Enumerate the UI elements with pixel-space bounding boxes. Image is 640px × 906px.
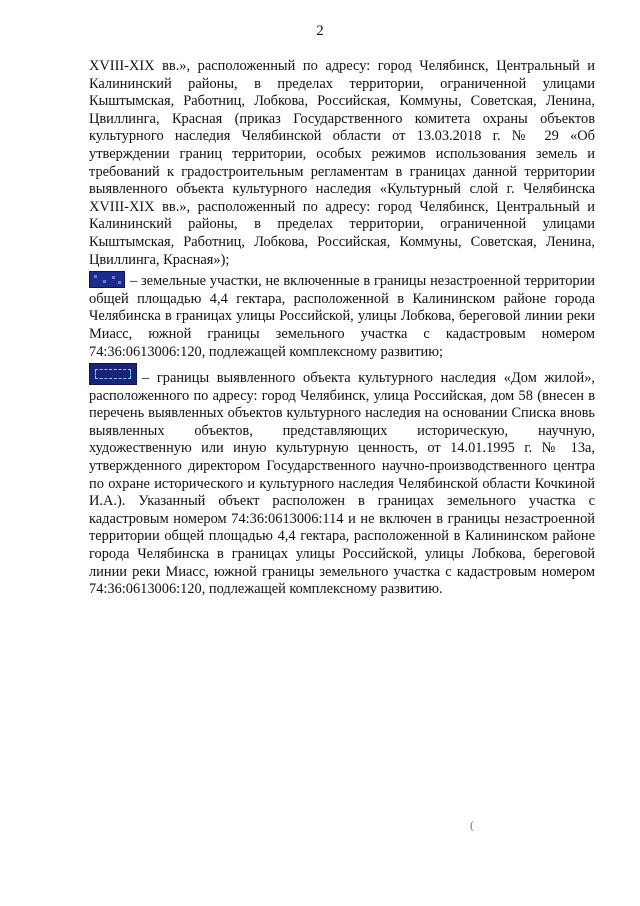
paragraph-1: XVIII-XIX вв.», расположенный по адресу: город Челябинск, Центральный и Калининский районы, в пределах территории, ограниченной улицами Кыштымская, Работниц, Лобкова, Российская, Коммуны, Советская, Ленина, Цвиллинга, Красная (приказ Государственного комитета охраны объектов культурного наследия Челябинской области от 13.03.2018 г. № 29 «Об утверждении границ территории, особых режимов использования земель и требований к градостроительным регламентам в границах данной территории выявленного объекта культурного наследия «Культурный слой г. Челябинска XVIII-XIX вв.», расположенный по адресу: город Челябинск, Центральный и Калининский районы, в пределах территории, ограниченной улицами Кыштымская, Работниц, Лобкова, Российская, Коммуны, Советская, Ленина, Цвиллинга, Красная»); [89,58,595,268]
legend-outline-swatch-icon [89,363,137,385]
paragraph-3-heritage-boundary [89,363,595,599]
document-body [89,58,595,599]
page-number: 2 [316,23,324,39]
paragraph-2-land-plots [89,271,595,361]
scan-mark: ( [470,818,474,832]
paragraph-3-text: – границы выявленного объекта культурного наследия «Дом жилой», расположенного по адресу: город Челябинск, улица Российская, дом 58 (внесен в перечень выявленных объектов культурного наследия на основании Списка вновь выявленных объектов, представляющих историческую, научную, художественную или иную культурную ценность, от 14.01.1995 г. № 13а, утвержденного директором Государственного научно-производственного центра по охране исторического и культурного наследия Челябинской области Кочкиной И.А.). Указанный объект расположен в границах земельного участка с кадастровым номером 74:36:0613006:114 и не включен в границы незастроенной территории общей площадью 4,4 гектара, расположенной в Калининском районе города Челябинска в границах улицы Российской, улицы Лобкова, береговой линии реки Миасс, южной границы земельного участка с кадастровым номером 74:36:0613006:120, подлежащей комплексному развитию. [89,370,595,598]
paragraph-2-text: – земельные участки, не включенные в границы незастроенной территории общей площадью 4,4 гектара, расположенной в Калининском районе города Челябинска в границах улицы Российской, улицы Лобкова, береговой линии реки Миасс, южной границы земельного участка с кадастровым номером 74:36:0613006:120, подлежащей комплексному развитию; [89,273,595,360]
legend-solid-swatch-icon [89,271,125,288]
